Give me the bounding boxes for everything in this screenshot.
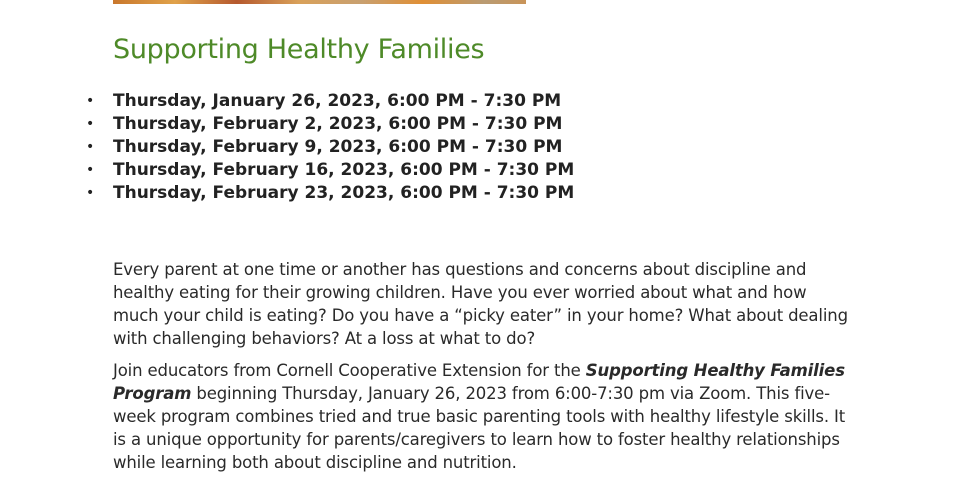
session-date-item xyxy=(86,182,575,205)
intro-paragraph: Every parent at one time or another has questions and concerns about discipline and healthy eating for their growing children. Have you ever worried about what and how much your child is eating? Do you have a “picky eater” in your home? What about dealing with challenging behaviors? At a loss at what to do? xyxy=(113,260,848,348)
session-date-item xyxy=(86,90,574,113)
session-date-item xyxy=(86,113,574,136)
program-name: Supporting Healthy Families Program xyxy=(113,361,845,403)
bullet-icon: • xyxy=(86,185,95,201)
session-date-text: Thursday, February 9, 2023, 6:00 PM - 7:30 PM xyxy=(113,137,563,157)
session-dates-list xyxy=(86,90,575,205)
program-paragraph-lead: Join educators from Cornell Cooperative Extension for the xyxy=(113,361,586,380)
program-paragraph-body: beginning Thursday, January 26, 2023 from 6:00-7:30 pm via Zoom. This five-week program combines tried and true basic parenting tools with healthy lifestyle skills. It is a unique opportunity for parents/caregivers to learn how to foster healthy relationships while learning both about discipline and nutrition. xyxy=(113,384,846,472)
session-date-text: Thursday, February 2, 2023, 6:00 PM - 7:30 PM xyxy=(113,114,563,134)
session-date-item xyxy=(86,136,574,159)
session-date-text: Thursday, February 16, 2023, 6:00 PM - 7:30 PM xyxy=(113,160,575,180)
session-date-item xyxy=(86,159,575,182)
session-date-text: Thursday, February 23, 2023, 6:00 PM - 7:30 PM xyxy=(113,183,575,203)
bullet-icon: • xyxy=(86,116,95,132)
session-date-text: Thursday, January 26, 2023, 6:00 PM - 7:30 PM xyxy=(113,91,562,111)
header-banner-image xyxy=(113,0,526,4)
program-paragraph xyxy=(113,359,853,474)
bullet-icon: • xyxy=(86,162,95,178)
page-title: Supporting Healthy Families xyxy=(113,34,485,65)
bullet-icon: • xyxy=(86,139,95,155)
bullet-icon: • xyxy=(86,93,95,109)
